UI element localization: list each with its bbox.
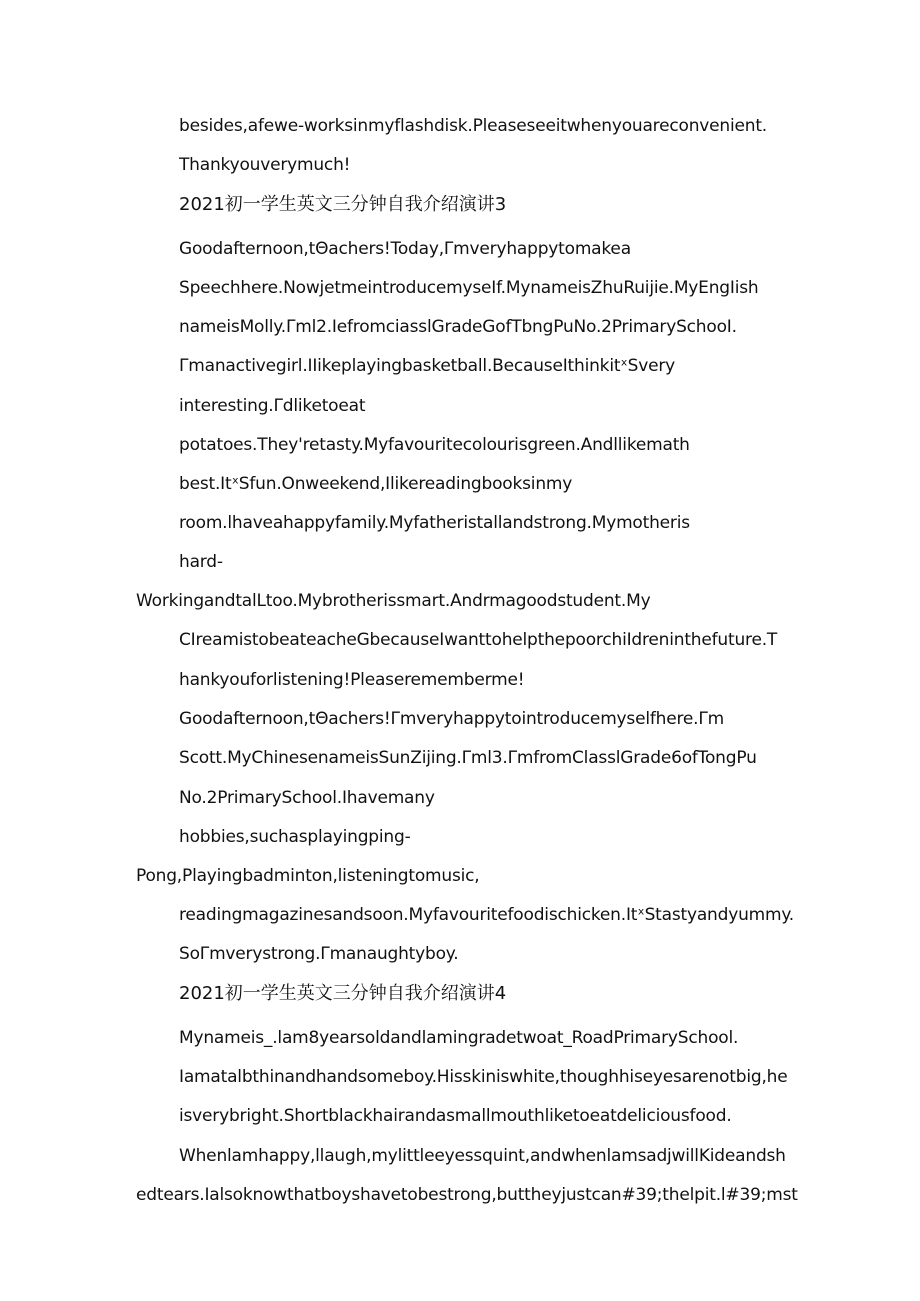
text-line: interesting.Γdliketoeat [179,396,366,416]
text-line: readingmagazinesandsoon.Myfavouritefoodischicken.ItˣStastyandyummy. [179,905,795,925]
text-line: WorkingandtalLtoo.Mybrotherissmart.Andrmagoodstudent.My [136,591,651,611]
text-line: isverybright.Shortblackhairandasmallmouthliketoeatdeliciousfood. [179,1106,732,1126]
text-line: Γmanactivegirl.IIikeplayingbasketball.BecauseIthinkitˣSvery [179,356,676,376]
text-line: Scott.MyChinesenameisSunZijing.Γml3.ΓmfromClasslGrade6ofTongPu [179,748,757,768]
text-line: SoΓmverystrong.Γmanaughtyboy. [179,944,459,964]
text-line: Speechhere.NowjetmeintroducemyseIf.MynameisZhuRuijie.MyEngIish [179,278,759,298]
text-line: Whenlamhappy,llaugh,mylittleeyessquint,andwhenlamsadjwillKideandsh [179,1146,786,1166]
text-line: best.ItˣSfun.Onweekend,Ilikereadingbooksinmy [179,474,573,494]
text-line: hard- [179,552,223,572]
text-line: No.2PrimarySchool.Ihavemany [179,788,435,808]
section-heading: 2021初一学生英文三分钟自我介绍演讲4 [179,983,507,1004]
text-line: Goodafternoon,tΘachers!Γmveryhappytointroducemyselfhere.Γm [179,709,724,729]
section-heading: 2021初一学生英文三分钟自我介绍演讲3 [179,194,507,215]
text-line: Goodafternoon,tΘachers!Today,Γmveryhappytomakea [179,239,631,259]
text-line: Iamatalbthinandhandsomeboy.Hisskiniswhite,thoughhiseyesarenotbig,he [179,1067,788,1087]
text-line: room.lhaveahappyfamily.Myfatheristallandstrong.Mymotheris [179,513,690,533]
text-line: nameisMolly.Γml2.IefromciasslGradeGofTbngPuNo.2PrimarySchooI. [179,317,737,337]
text-line: potatoes.They'retasty.Myfavouritecolourisgreen.Andllikemath [179,435,690,455]
text-line: Thankyouverymuch! [179,155,351,175]
text-line: Pong,Playingbadminton,listeningtomusic, [136,866,480,886]
text-line: besides,afewe-worksinmyflashdisk.Pleaseseeitwhenyouareconvenient. [179,116,768,136]
text-line: CIreamistobeateacheGbecauseIwanttohelpthepoorchiIdreninthefuture.T [179,630,778,650]
text-line: Mynameis_.lam8yearsoldandlamingradetwoat_RoadPrimarySchool. [179,1028,739,1048]
text-line: edtears.Ialsoknowthatboyshavetobestrong,buttheyjustcan#39;thelpit.l#39;mst [136,1185,798,1205]
text-line: hankyouforlistening!Pleaserememberme! [179,670,525,690]
text-line: hobbies,suchasplayingping- [179,827,411,847]
